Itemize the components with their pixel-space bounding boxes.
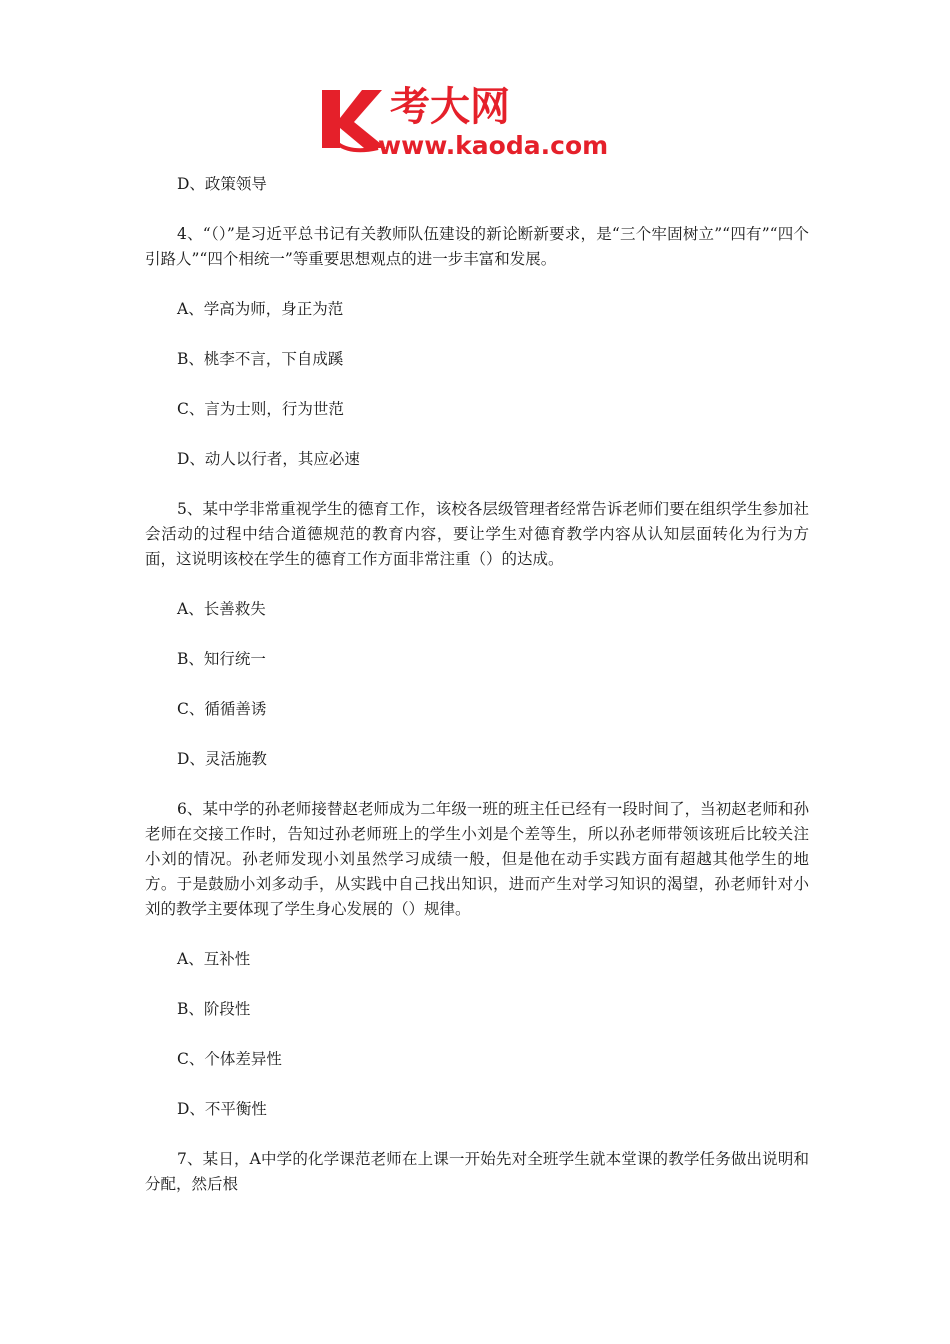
answer-option: C、循循善诱 [177, 700, 267, 718]
answer-option: D、政策领导 [177, 175, 267, 193]
question-text: 7、某日，A中学的化学课范老师在上课一开始先对全班学生就本堂课的教学任务做出说明和分配，然后根 [145, 1150, 809, 1193]
answer-option: B、阶段性 [177, 1000, 251, 1018]
answer-option: A、学高为师，身正为范 [177, 300, 344, 318]
answer-option: B、桃李不言，下自成蹊 [177, 350, 344, 368]
answer-option: D、动人以行者，其应必速 [177, 450, 360, 468]
logo-brand-text: 考大网 [390, 84, 510, 130]
answer-option: A、长善救失 [177, 600, 266, 618]
question-text: 4、“（）”是习近平总书记有关教师队伍建设的新论断新要求，是“三个牢固树立”“四有”“四个引路人”“四个相统一”等重要思想观点的进一步丰富和发展。 [145, 225, 809, 268]
question-text: 6、某中学的孙老师接替赵老师成为二年级一班的班主任已经有一段时间了，当初赵老师和孙老师在交接工作时，告知过孙老师班上的学生小刘是个差等生，所以孙老师带领该班后比较关注小刘的情况。孙老师发现小刘虽然学习成绩一般，但是他在动手实践方面有超越其他学生的地方。于是鼓励小刘多动手，从实践中自己找出知识，进而产生对学习知识的渴望，孙老师针对小刘的教学主要体现了学生身心发展的（）规律。 [145, 800, 809, 918]
kaoda-logo-graphic [318, 78, 638, 160]
logo-url-text: www.kaoda.com [378, 131, 609, 160]
kaoda-logo [318, 78, 638, 160]
answer-option: C、言为士则，行为世范 [177, 400, 344, 418]
answer-option: B、知行统一 [177, 650, 266, 668]
answer-option: C、个体差异性 [177, 1050, 282, 1068]
answer-option: D、不平衡性 [177, 1100, 267, 1118]
question-text: 5、某中学非常重视学生的德育工作，该校各层级管理者经常告诉老师们要在组织学生参加社会活动的过程中结合道德规范的教育内容，要让学生对德育教学内容从认知层面转化为行为方面，这说明该校在学生的德育工作方面非常注重（）的达成。 [145, 500, 809, 568]
answer-option: A、互补性 [177, 950, 251, 968]
answer-option: D、灵活施教 [177, 750, 267, 768]
exam-content [145, 172, 809, 1222]
